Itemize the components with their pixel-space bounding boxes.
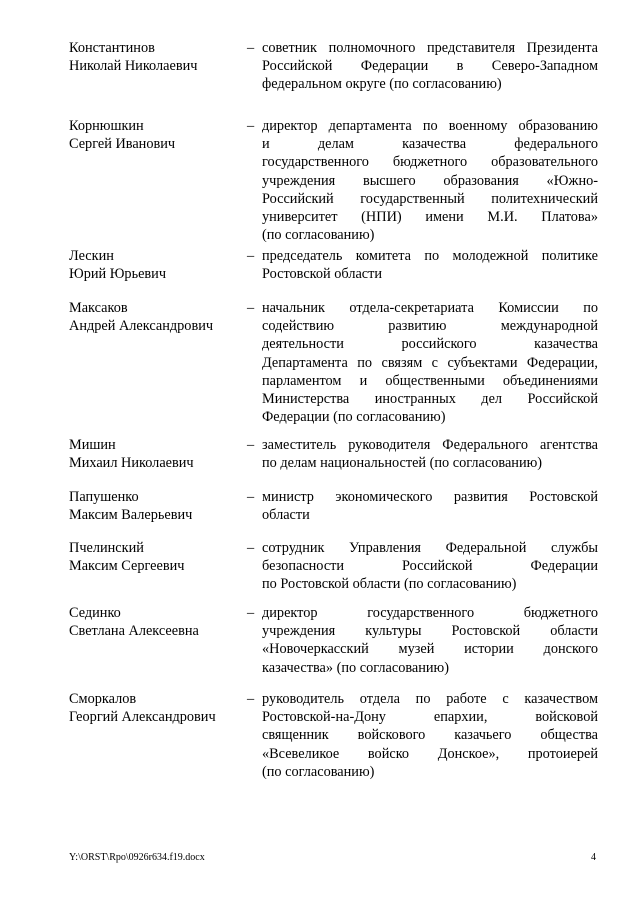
surname: Пчелинский bbox=[69, 540, 144, 556]
member-position bbox=[262, 539, 598, 594]
surname: Папушенко bbox=[69, 489, 139, 505]
member-position bbox=[262, 247, 598, 283]
dash-separator: – bbox=[247, 248, 255, 264]
position-line: Департамента по связям с субъектами Федерации, bbox=[262, 354, 598, 371]
footer-page-number: 4 bbox=[591, 852, 596, 863]
position-line: «Новочеркасский музей истории донского bbox=[262, 641, 598, 658]
member-name bbox=[69, 690, 239, 726]
position-line: содействию развитию международной bbox=[262, 318, 598, 335]
surname: Максаков bbox=[69, 300, 128, 316]
position-line: (по согласованию) bbox=[262, 763, 375, 780]
member-name bbox=[69, 39, 239, 75]
position-line: советник полномочного представителя Президента bbox=[262, 40, 598, 56]
position-line: безопасности Российской Федерации bbox=[262, 558, 598, 575]
position-line: директор департамента по военному образованию bbox=[262, 118, 598, 134]
position-line: Российский государственный политехнический bbox=[262, 190, 598, 207]
dash-separator: – bbox=[247, 691, 255, 707]
position-line: государственного бюджетного образовательного bbox=[262, 154, 598, 171]
position-line: федеральном округе (по согласованию) bbox=[262, 76, 502, 93]
member-position bbox=[262, 488, 598, 524]
member-name bbox=[69, 299, 239, 335]
member-name bbox=[69, 117, 239, 153]
given-names: Николай Николаевич bbox=[69, 58, 198, 75]
position-line: парламентом и общественными объединениями bbox=[262, 372, 598, 389]
member-position bbox=[262, 436, 598, 472]
position-line: казачества» (по согласованию) bbox=[262, 659, 450, 676]
position-line: университет (НПИ) имени М.И. Платова» bbox=[262, 209, 598, 226]
position-line: и делам казачества федерального bbox=[262, 136, 598, 153]
position-line: Министерства иностранных дел Российской bbox=[262, 391, 598, 408]
position-line: учреждения культуры Ростовской области bbox=[262, 623, 598, 640]
member-name bbox=[69, 488, 239, 524]
position-line: министр экономического развития Ростовской bbox=[262, 489, 598, 505]
position-line: священник войскового казачьего общества bbox=[262, 727, 598, 744]
given-names: Максим Сергеевич bbox=[69, 558, 185, 575]
given-names: Михаил Николаевич bbox=[69, 455, 194, 472]
position-line: (по согласованию) bbox=[262, 227, 375, 244]
dash-separator: – bbox=[247, 540, 255, 556]
given-names: Андрей Александрович bbox=[69, 318, 214, 335]
position-line: руководитель отдела по работе с казачеством bbox=[262, 691, 598, 707]
position-line: Ростовской-на-Дону епархии, войсковой bbox=[262, 709, 598, 726]
given-names: Георгий Александрович bbox=[69, 709, 216, 726]
surname: Лескин bbox=[69, 248, 114, 264]
member-position bbox=[262, 299, 598, 426]
position-line: сотрудник Управления Федеральной службы bbox=[262, 540, 598, 556]
dash-separator: – bbox=[247, 489, 255, 505]
position-line: «Всевеликое войско Донское», протоиерей bbox=[262, 745, 598, 762]
dash-separator: – bbox=[247, 118, 255, 134]
position-line: деятельности российского казачества bbox=[262, 336, 598, 353]
given-names: Максим Валерьевич bbox=[69, 507, 193, 524]
member-position bbox=[262, 604, 598, 677]
position-line: председатель комитета по молодежной политике bbox=[262, 248, 598, 264]
dash-separator: – bbox=[247, 300, 255, 316]
position-line: директор государственного бюджетного bbox=[262, 605, 598, 621]
member-position bbox=[262, 39, 598, 94]
position-line: учреждения высшего образования «Южно- bbox=[262, 172, 598, 189]
surname: Мишин bbox=[69, 437, 116, 453]
position-line: по делам национальностей (по согласованию) bbox=[262, 455, 543, 472]
position-line: Российской Федерации в Северо-Западном bbox=[262, 58, 598, 75]
dash-separator: – bbox=[247, 40, 255, 56]
position-line: по Ростовской области (по согласованию) bbox=[262, 576, 517, 593]
member-name bbox=[69, 247, 239, 283]
member-name bbox=[69, 436, 239, 472]
position-line: области bbox=[262, 507, 310, 524]
given-names: Сергей Иванович bbox=[69, 136, 176, 153]
position-line: Ростовской области bbox=[262, 266, 383, 283]
member-name bbox=[69, 604, 239, 640]
member-position bbox=[262, 690, 598, 781]
dash-separator: – bbox=[247, 437, 255, 453]
dash-separator: – bbox=[247, 605, 255, 621]
position-line: начальник отдела-секретариата Комиссии по bbox=[262, 300, 598, 316]
surname: Корнюшкин bbox=[69, 118, 144, 134]
member-position bbox=[262, 117, 598, 244]
surname: Сединко bbox=[69, 605, 121, 621]
surname: Константинов bbox=[69, 40, 155, 56]
given-names: Юрий Юрьевич bbox=[69, 266, 167, 283]
surname: Сморкалов bbox=[69, 691, 137, 707]
given-names: Светлана Алексеевна bbox=[69, 623, 199, 640]
position-line: Федерации (по согласованию) bbox=[262, 409, 446, 426]
position-line: заместитель руководителя Федерального агентства bbox=[262, 437, 598, 453]
footer-file-path: Y:\ORST\Rpo\0926r634.f19.docx bbox=[69, 852, 205, 863]
member-name bbox=[69, 539, 239, 575]
